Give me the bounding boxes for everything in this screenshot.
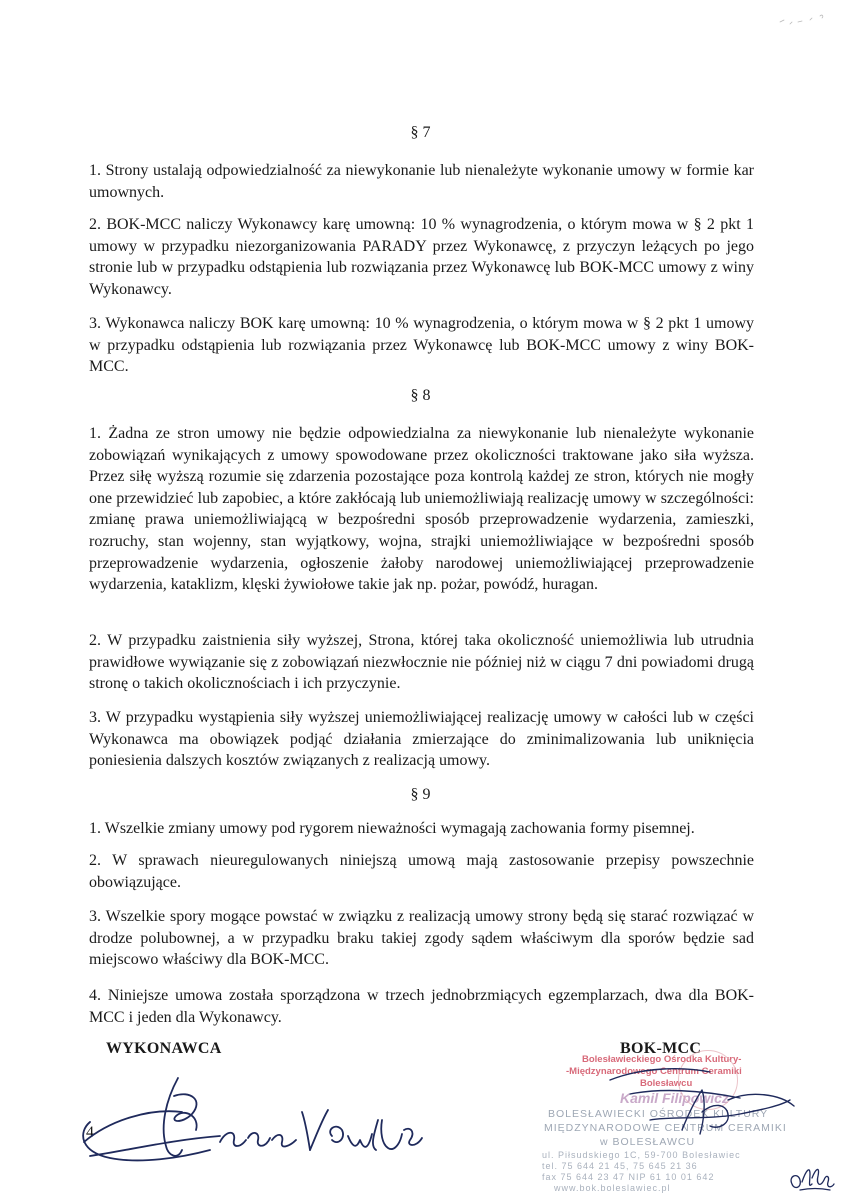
section-heading-9: § 9 (410, 786, 431, 803)
paragraph-9-1: 1. Wszelkie zmiany umowy pod rygorem nieważności wymagają zachowania formy pisemnej. (89, 820, 695, 837)
contractor-handwritten-signature (70, 1060, 490, 1180)
scan-artifact (776, 10, 836, 30)
contractor-signature-label: WYKONAWCA (106, 1040, 222, 1057)
section-heading-7: § 7 (410, 124, 431, 141)
paragraph-9-4: 4. Niniejsze umowa została sporządzona w trzech jednobrzmiących egzemplarzach, dwa dla BOK-MCC i jeden dla Wykonawcy. (89, 987, 754, 1026)
paragraph-8-2: 2. W przypadku zaistnienia siły wyższej, Strona, której taka okoliczność uniemożliwia lub utrudnia prawidłowe wywiązanie się z zobowiązań niezwłocznie nie później niż w ciągu 7 dni powiadomi drugą stronę o takich okolicznościach i ich przyczynie. (89, 632, 754, 693)
initials-signature (786, 1160, 836, 1196)
stamp-official-name: Kamil Filipowicz (620, 1090, 729, 1106)
paragraph-9-3: 3. Wszelkie spory mogące powstać w związku z realizacją umowy strony będą się starać rozwiązać w drodze polubownej, a w przypadku braku takiej zgody sądem właściwym dla sporów będzie sad miejscowo właściwy dla BOK-MCC. (89, 908, 754, 969)
paragraph-7-2: 2. BOK-MCC naliczy Wykonawcy karę umowną: 10 % wynagrodzenia, o którym mowa w § 2 pkt 1 umowy w przypadku niezorganizowania PARADY przez Wykonawcę, z przyczyn leżących po jego stronie lub w przypadku odstąpienia lub rozwiązania przez Wykonawcę lub BOK-MCC umowy z winy Wykonawcy. (89, 216, 754, 298)
stamp-grey-line-5: tel. 75 644 21 45, 75 645 21 36 (542, 1161, 698, 1171)
stamp-grey-line-6: fax 75 644 23 47 NIP 61 10 01 642 (542, 1172, 715, 1182)
paragraph-8-3: 3. W przypadku wystąpienia siły wyższej uniemożliwiającej realizację umowy w całości lub w części Wykonawca ma obowiązek podjąć działania zmierzające do zminimalizowania lub uniknięcia poniesienia dalszych kosztów związanych z realizacją umowy. (89, 709, 754, 770)
paragraph-7-1: 1. Strony ustalają odpowiedzialność za niewykonanie lub nienależyte wykonanie umowy w formie kar umownych. (89, 162, 754, 201)
stamp-grey-line-7: www.bok.boleslawiec.pl (554, 1183, 671, 1193)
section-heading-8: § 8 (410, 387, 431, 404)
paragraph-9-2: 2. W sprawach nieuregulowanych niniejszą umową mają zastosowanie przepisy powszechnie obowiązujące. (89, 852, 754, 891)
stamp-grey-line-2: MIĘDZYNARODOWE CENTRUM CERAMIKI (544, 1122, 787, 1134)
bok-mcc-handwritten-signature (590, 1060, 810, 1160)
bok-mcc-signature-label: BOK-MCC (620, 1040, 702, 1057)
stamp-red-line-2: -Międzynarodowego Centrum Ceramiki (566, 1066, 742, 1077)
stamp-red-line-3: Bolesławcu (640, 1078, 693, 1089)
stamp-grey-line-1: BOLESŁAWIECKI OŚRODEK KULTURY (548, 1108, 769, 1120)
stamp-grey-line-4: ul. Piłsudskiego 1C, 59-700 Bolesławiec (542, 1150, 741, 1160)
stamp-red-line-1: Bolesławieckiego Ośrodka Kultury- (582, 1054, 742, 1065)
page-number: 4 (86, 1124, 94, 1141)
stamp-grey-line-3: w BOLESŁAWCU (600, 1136, 696, 1148)
paragraph-7-3: 3. Wykonawca naliczy BOK karę umowną: 10 % wynagrodzenia, o którym mowa w § 2 pkt 1 umowy w przypadku odstąpienia lub rozwiązania przez Wykonawcę lub BOK-MCC umowy z winy BOK-MCC. (89, 315, 754, 376)
paragraph-8-1: 1. Żadna ze stron umowy nie będzie odpowiedzialna za niewykonanie lub nienależyte wykonanie zobowiązań wynikających z umowy spowodowane przez okoliczności traktowane jako siła wyższa. Przez siłę wyższą rozumie się zdarzenia pozostające poza kontrolą każdej ze stron, których nie mogły one przewidzieć lub zapobiec, a które zakłócają lub uniemożliwiają realizację umowy w szczególności: zmianę prawa uniemożliwiającą w bezpośredni sposób przeprowadzenie wydarzenia, zamieszki, rozruchy, stan wojenny, stan wyjątkowy, wojna, strajki uniemożliwiające w bezpośredni sposób przeprowadzenie wydarzenia, ogłoszenie żałoby narodowej uniemożliwiającej przeprowadzenie wydarzenia, kataklizm, klęski żywiołowe takie jak np. pożar, powódź, huragan. (89, 425, 754, 594)
